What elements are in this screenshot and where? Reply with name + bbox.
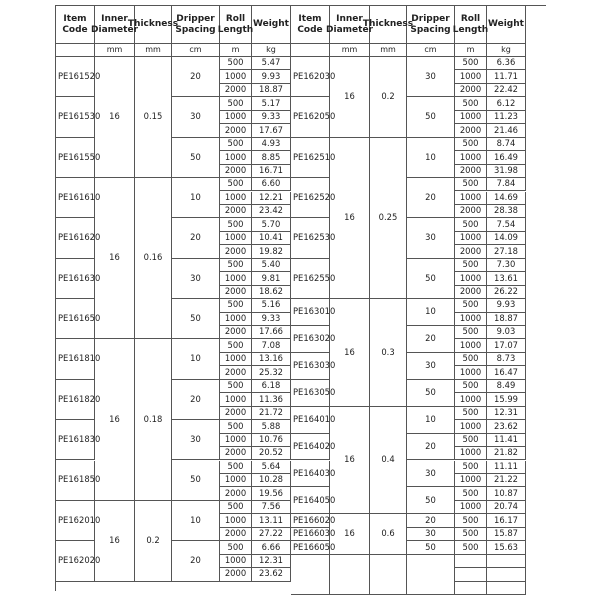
right-weight-cell: 28.38	[487, 205, 526, 218]
left-roll-length-cell: 1000	[220, 313, 252, 326]
left-weight-cell: 19.56	[252, 487, 291, 500]
left-unit-thickness: mm	[135, 44, 172, 57]
right-item-code-cell: PE164020	[291, 434, 330, 461]
right-weight-cell: 16.47	[487, 366, 526, 379]
right-roll-length-cell: 500	[455, 57, 487, 70]
right-unit-inner-diameter: mm	[330, 44, 370, 57]
right-weight-cell: 11.41	[487, 434, 526, 447]
left-roll-length-cell: 2000	[220, 528, 252, 541]
left-weight-cell: 16.71	[252, 165, 291, 178]
left-roll-length-cell: 2000	[220, 165, 252, 178]
left-weight-cell: 11.36	[252, 393, 291, 406]
left-roll-length-cell: 500	[220, 380, 252, 393]
left-roll-length-cell: 2000	[220, 84, 252, 97]
left-weight-cell: 9.93	[252, 70, 291, 83]
right-item-code-cell: PE162550	[291, 259, 330, 299]
left-item-code-cell: PE161810	[56, 339, 95, 379]
right-roll-length-cell: 500	[455, 487, 487, 500]
right-unit-dripper-spacing: cm	[407, 44, 455, 57]
right-spacing-cell: 50	[407, 487, 455, 514]
right-item-code-cell: PE163020	[291, 326, 330, 353]
right-weight-cell: 21.22	[487, 474, 526, 487]
right-spacing-cell: 30	[407, 528, 455, 541]
right-thickness-cell: 0.2	[370, 57, 407, 138]
left-unit-dripper-spacing: cm	[172, 44, 220, 57]
left-item-code-cell: PE162020	[56, 541, 95, 581]
left-roll-length-cell: 500	[220, 420, 252, 433]
left-thickness-cell: 0.15	[135, 57, 172, 178]
right-spacing-cell: 30	[407, 218, 455, 258]
left-weight-cell: 12.31	[252, 555, 291, 568]
right-roll-length-cell: 500	[455, 434, 487, 447]
right-roll-length-cell: 2000	[455, 245, 487, 258]
right-weight-cell: 17.07	[487, 339, 526, 352]
right-roll-length-cell: 500	[455, 514, 487, 527]
right-thickness-cell: 0.3	[370, 299, 407, 407]
right-spacing-cell: 20	[407, 326, 455, 353]
right-roll-length-cell	[455, 555, 487, 568]
left-unit-roll-length: m	[220, 44, 252, 57]
left-weight-cell: 5.17	[252, 97, 291, 110]
right-item-code-cell: PE162530	[291, 218, 330, 258]
left-roll-length-cell: 2000	[220, 568, 252, 581]
right-unit-item-code	[291, 44, 330, 57]
left-roll-length-cell: 2000	[220, 245, 252, 258]
left-roll-length-cell: 2000	[220, 366, 252, 379]
right-unit-roll-length: m	[455, 44, 487, 57]
left-roll-length-cell: 2000	[220, 447, 252, 460]
left-thickness-cell: 0.16	[135, 178, 172, 339]
right-weight-cell: 9.93	[487, 299, 526, 312]
left-roll-length-cell: 500	[220, 97, 252, 110]
left-item-code-cell: PE161530	[56, 97, 95, 137]
right-weight-cell: 8.73	[487, 353, 526, 366]
left-weight-cell: 5.47	[252, 57, 291, 70]
right-spacing-cell	[407, 555, 455, 595]
right-spacing-cell: 20	[407, 514, 455, 527]
left-header-dripper-spacing: Dripper Spacing	[172, 6, 220, 44]
right-item-code-cell: PE164030	[291, 461, 330, 488]
right-weight-cell: 6.12	[487, 97, 526, 110]
left-item-code-cell: PE161850	[56, 461, 95, 501]
right-roll-length-cell: 2000	[455, 124, 487, 137]
left-roll-length-cell: 1000	[220, 353, 252, 366]
right-item-code-cell: PE162030	[291, 57, 330, 97]
left-roll-length-cell: 1000	[220, 434, 252, 447]
right-weight-cell: 16.49	[487, 151, 526, 164]
left-item-code-cell: PE161550	[56, 138, 95, 178]
left-roll-length-cell: 500	[220, 178, 252, 191]
left-header-weight: Weight	[252, 6, 291, 44]
left-roll-length-cell: 2000	[220, 487, 252, 500]
left-roll-length-cell: 500	[220, 218, 252, 231]
right-thickness-cell	[370, 555, 407, 595]
right-weight-cell: 15.99	[487, 393, 526, 406]
left-weight-cell: 20.52	[252, 447, 291, 460]
right-weight-cell: 22.42	[487, 84, 526, 97]
right-roll-length-cell: 1000	[455, 313, 487, 326]
right-weight-cell: 14.09	[487, 232, 526, 245]
right-roll-length-cell: 500	[455, 218, 487, 231]
right-roll-length-cell: 500	[455, 138, 487, 151]
left-roll-length-cell: 500	[220, 299, 252, 312]
right-weight-cell: 6.36	[487, 57, 526, 70]
right-spacing-cell: 30	[407, 461, 455, 488]
right-spacing-cell: 10	[407, 138, 455, 178]
left-weight-cell: 8.85	[252, 151, 291, 164]
right-roll-length-cell: 500	[455, 528, 487, 541]
left-weight-cell: 5.40	[252, 259, 291, 272]
left-weight-cell: 13.16	[252, 353, 291, 366]
left-weight-cell: 12.21	[252, 192, 291, 205]
left-weight-cell: 5.16	[252, 299, 291, 312]
right-roll-length-cell: 1000	[455, 192, 487, 205]
left-roll-length-cell: 2000	[220, 407, 252, 420]
left-roll-length-cell: 1000	[220, 514, 252, 527]
right-item-code-cell: PE166030	[291, 528, 330, 541]
left-weight-cell: 10.41	[252, 232, 291, 245]
left-weight-cell: 4.93	[252, 138, 291, 151]
right-roll-length-cell	[455, 582, 487, 595]
left-weight-cell: 6.60	[252, 178, 291, 191]
left-diameter-cell: 16	[95, 501, 135, 582]
left-weight-cell: 27.22	[252, 528, 291, 541]
right-roll-length-cell: 1000	[455, 232, 487, 245]
right-weight-cell: 11.71	[487, 70, 526, 83]
left-item-code-cell: PE161650	[56, 299, 95, 339]
right-weight-cell: 11.23	[487, 111, 526, 124]
left-spacing-cell: 20	[172, 380, 220, 420]
right-roll-length-cell: 500	[455, 178, 487, 191]
right-roll-length-cell: 500	[455, 541, 487, 554]
right-roll-length-cell: 500	[455, 353, 487, 366]
left-weight-cell: 5.70	[252, 218, 291, 231]
left-roll-length-cell: 1000	[220, 232, 252, 245]
right-roll-length-cell: 1000	[455, 393, 487, 406]
right-spacing-cell: 50	[407, 541, 455, 554]
left-weight-cell: 9.81	[252, 272, 291, 285]
left-header-item-code: Item Code	[56, 6, 95, 44]
left-thickness-cell: 0.2	[135, 501, 172, 582]
right-weight-cell: 9.03	[487, 326, 526, 339]
left-weight-cell: 23.42	[252, 205, 291, 218]
right-item-code-cell: PE162510	[291, 138, 330, 178]
right-weight-cell	[487, 568, 526, 581]
left-unit-inner-diameter: mm	[95, 44, 135, 57]
left-spacing-cell: 30	[172, 259, 220, 299]
right-thickness-cell: 0.4	[370, 407, 407, 515]
left-weight-cell: 6.66	[252, 541, 291, 554]
left-roll-length-cell: 2000	[220, 205, 252, 218]
right-header-roll-length: Roll Length	[455, 6, 487, 44]
left-header-roll-length: Roll Length	[220, 6, 252, 44]
left-roll-length-cell: 500	[220, 259, 252, 272]
left-spacing-cell: 10	[172, 178, 220, 218]
right-weight-cell	[487, 582, 526, 595]
right-header-inner-diameter: Inner Diameter	[330, 6, 370, 44]
right-weight-cell: 14.69	[487, 192, 526, 205]
left-weight-cell: 10.28	[252, 474, 291, 487]
right-weight-cell: 27.18	[487, 245, 526, 258]
right-diameter-cell	[330, 555, 370, 595]
left-roll-length-cell: 1000	[220, 111, 252, 124]
right-item-code-cell: PE163030	[291, 353, 330, 380]
left-diameter-cell: 16	[95, 339, 135, 500]
right-item-code-cell: PE166020	[291, 514, 330, 527]
left-header-inner-diameter: Inner Diameter	[95, 6, 135, 44]
left-weight-cell: 6.18	[252, 380, 291, 393]
left-unit-weight: kg	[252, 44, 291, 57]
left-weight-cell: 17.66	[252, 326, 291, 339]
right-diameter-cell: 16	[330, 138, 370, 299]
right-weight-cell: 12.31	[487, 407, 526, 420]
left-roll-length-cell: 1000	[220, 151, 252, 164]
left-weight-cell: 7.56	[252, 501, 291, 514]
left-weight-cell: 10.76	[252, 434, 291, 447]
right-spacing-cell: 30	[407, 57, 455, 97]
right-header-weight: Weight	[487, 6, 526, 44]
right-thickness-cell: 0.6	[370, 514, 407, 554]
right-roll-length-cell: 1000	[455, 447, 487, 460]
right-spacing-cell: 50	[407, 97, 455, 137]
left-roll-length-cell: 2000	[220, 124, 252, 137]
right-unit-weight: kg	[487, 44, 526, 57]
right-item-code-cell: PE166050	[291, 541, 330, 554]
right-spacing-cell: 10	[407, 299, 455, 326]
left-roll-length-cell: 500	[220, 541, 252, 554]
right-item-code-cell	[291, 555, 330, 595]
left-item-code-cell: PE161820	[56, 380, 95, 420]
left-spacing-cell: 20	[172, 541, 220, 581]
right-weight-cell: 15.87	[487, 528, 526, 541]
right-roll-length-cell: 1000	[455, 366, 487, 379]
left-header-thickness: Thickness	[135, 6, 172, 44]
left-weight-cell: 17.67	[252, 124, 291, 137]
right-roll-length-cell	[455, 568, 487, 581]
right-diameter-cell: 16	[330, 407, 370, 515]
right-weight-cell: 7.30	[487, 259, 526, 272]
left-spacing-cell: 30	[172, 420, 220, 460]
left-weight-cell: 18.87	[252, 84, 291, 97]
right-roll-length-cell: 500	[455, 299, 487, 312]
left-roll-length-cell: 500	[220, 339, 252, 352]
left-weight-cell: 25.32	[252, 366, 291, 379]
right-weight-cell	[487, 555, 526, 568]
right-header-item-code: Item Code	[291, 6, 330, 44]
right-roll-length-cell: 2000	[455, 286, 487, 299]
right-weight-cell: 20.74	[487, 501, 526, 514]
left-item-code-cell: PE161520	[56, 57, 95, 97]
right-roll-length-cell: 1000	[455, 501, 487, 514]
left-thickness-cell: 0.18	[135, 339, 172, 500]
right-roll-length-cell: 1000	[455, 70, 487, 83]
right-roll-length-cell: 1000	[455, 474, 487, 487]
right-item-code-cell: PE162520	[291, 178, 330, 218]
left-roll-length-cell: 1000	[220, 393, 252, 406]
right-spacing-cell: 20	[407, 178, 455, 218]
right-weight-cell: 7.54	[487, 218, 526, 231]
right-item-code-cell: PE162050	[291, 97, 330, 137]
right-spacing-cell: 30	[407, 353, 455, 380]
left-spacing-cell: 10	[172, 501, 220, 541]
left-spacing-cell: 50	[172, 138, 220, 178]
right-roll-length-cell: 2000	[455, 165, 487, 178]
right-roll-length-cell: 1000	[455, 111, 487, 124]
right-roll-length-cell: 1000	[455, 272, 487, 285]
left-weight-cell: 13.11	[252, 514, 291, 527]
right-weight-cell: 21.46	[487, 124, 526, 137]
right-header-dripper-spacing: Dripper Spacing	[407, 6, 455, 44]
right-roll-length-cell: 500	[455, 259, 487, 272]
left-roll-length-cell: 1000	[220, 70, 252, 83]
right-item-code-cell: PE164050	[291, 487, 330, 514]
left-spacing-cell: 50	[172, 299, 220, 339]
right-thickness-cell: 0.25	[370, 138, 407, 299]
left-item-code-cell: PE161610	[56, 178, 95, 218]
right-item-code-cell: PE164010	[291, 407, 330, 434]
right-weight-cell: 16.17	[487, 514, 526, 527]
left-weight-cell: 5.88	[252, 420, 291, 433]
left-roll-length-cell: 500	[220, 57, 252, 70]
left-weight-cell: 19.82	[252, 245, 291, 258]
left-roll-length-cell: 500	[220, 461, 252, 474]
right-roll-length-cell: 500	[455, 407, 487, 420]
right-roll-length-cell: 1000	[455, 420, 487, 433]
right-roll-length-cell: 500	[455, 461, 487, 474]
right-weight-cell: 26.22	[487, 286, 526, 299]
right-roll-length-cell: 1000	[455, 339, 487, 352]
right-weight-cell: 13.61	[487, 272, 526, 285]
left-weight-cell: 9.33	[252, 111, 291, 124]
left-item-code-cell: PE161620	[56, 218, 95, 258]
right-weight-cell: 23.62	[487, 420, 526, 433]
right-weight-cell: 21.82	[487, 447, 526, 460]
left-spacing-cell: 10	[172, 339, 220, 379]
right-unit-thickness: mm	[370, 44, 407, 57]
left-roll-length-cell: 500	[220, 501, 252, 514]
left-item-code-cell: PE161830	[56, 420, 95, 460]
right-weight-cell: 31.98	[487, 165, 526, 178]
right-weight-cell: 8.49	[487, 380, 526, 393]
right-weight-cell: 10.87	[487, 487, 526, 500]
left-unit-item-code	[56, 44, 95, 57]
left-roll-length-cell: 1000	[220, 474, 252, 487]
right-diameter-cell: 16	[330, 514, 370, 554]
right-spacing-cell: 50	[407, 380, 455, 407]
left-spacing-cell: 20	[172, 218, 220, 258]
left-weight-cell: 7.08	[252, 339, 291, 352]
left-weight-cell: 23.62	[252, 568, 291, 581]
left-diameter-cell: 16	[95, 178, 135, 339]
right-roll-length-cell: 500	[455, 97, 487, 110]
right-header-thickness: Thickness	[370, 6, 407, 44]
left-item-code-cell: PE161630	[56, 259, 95, 299]
left-roll-length-cell: 1000	[220, 192, 252, 205]
left-item-code-cell: PE162010	[56, 501, 95, 541]
left-diameter-cell: 16	[95, 57, 135, 178]
right-diameter-cell: 16	[330, 57, 370, 138]
right-roll-length-cell: 500	[455, 380, 487, 393]
right-weight-cell: 15.63	[487, 541, 526, 554]
right-spacing-cell: 10	[407, 407, 455, 434]
right-item-code-cell: PE163010	[291, 299, 330, 326]
left-spacing-cell: 30	[172, 97, 220, 137]
left-roll-length-cell: 1000	[220, 272, 252, 285]
left-spacing-cell: 20	[172, 57, 220, 97]
right-roll-length-cell: 1000	[455, 151, 487, 164]
left-spacing-cell: 50	[172, 461, 220, 501]
left-roll-length-cell: 2000	[220, 286, 252, 299]
right-spacing-cell: 20	[407, 434, 455, 461]
right-weight-cell: 11.11	[487, 461, 526, 474]
left-roll-length-cell: 2000	[220, 326, 252, 339]
right-spacing-cell: 50	[407, 259, 455, 299]
right-item-code-cell: PE163050	[291, 380, 330, 407]
right-roll-length-cell: 500	[455, 326, 487, 339]
right-roll-length-cell: 2000	[455, 84, 487, 97]
left-weight-cell: 9.33	[252, 313, 291, 326]
right-weight-cell: 8.74	[487, 138, 526, 151]
right-weight-cell: 7.84	[487, 178, 526, 191]
left-roll-length-cell: 1000	[220, 555, 252, 568]
right-weight-cell: 18.87	[487, 313, 526, 326]
product-spec-table	[55, 5, 546, 591]
left-weight-cell: 5.64	[252, 461, 291, 474]
right-roll-length-cell: 2000	[455, 205, 487, 218]
left-weight-cell: 18.62	[252, 286, 291, 299]
right-diameter-cell: 16	[330, 299, 370, 407]
left-weight-cell: 21.72	[252, 407, 291, 420]
left-roll-length-cell: 500	[220, 138, 252, 151]
